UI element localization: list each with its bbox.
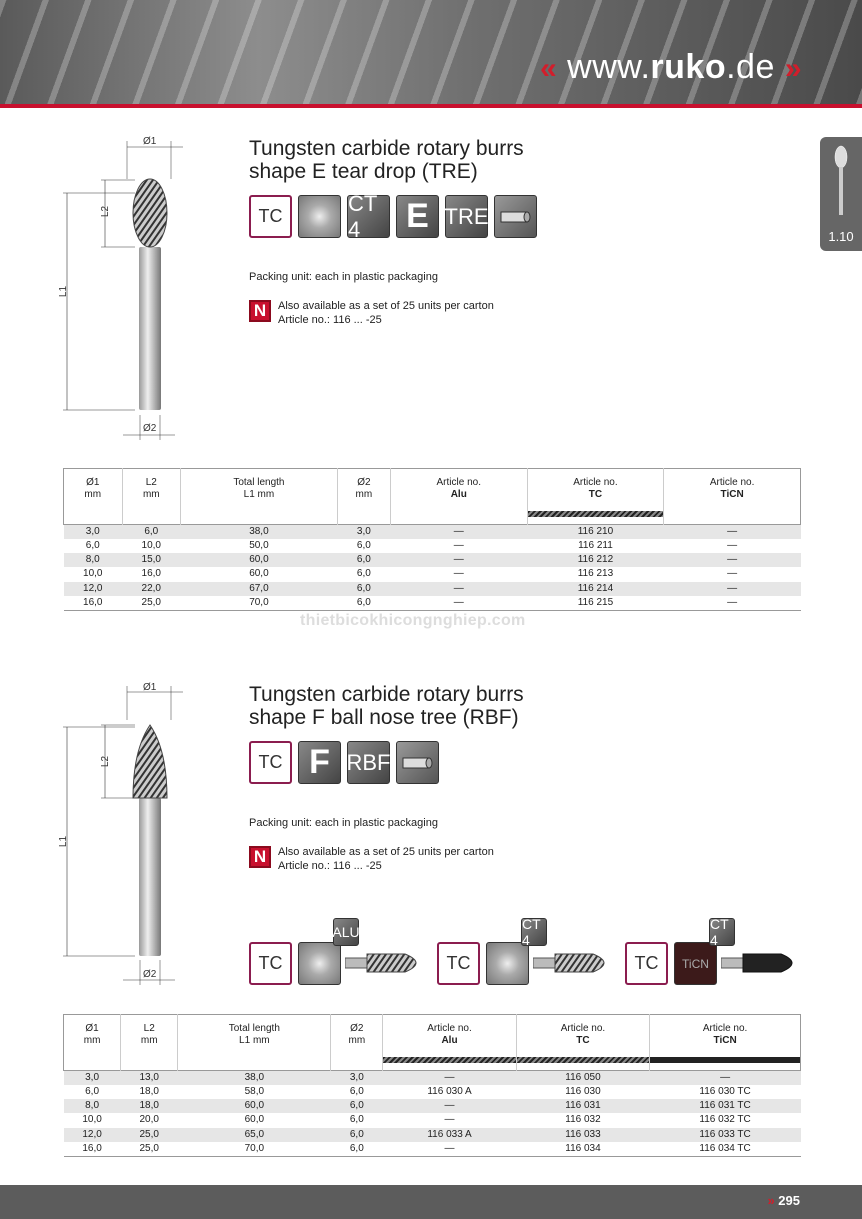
shank-icon — [494, 195, 537, 238]
cell: 6,0 — [356, 568, 371, 580]
cell: 3,0 — [356, 526, 371, 537]
col-header-total-length — [181, 469, 338, 525]
header-text: Ø1 — [86, 477, 100, 488]
header-unit: mm — [140, 1035, 158, 1046]
col-header-tc — [516, 1015, 649, 1071]
burr-e-drawing — [55, 135, 185, 440]
header-text: Article no. — [702, 1023, 748, 1034]
table-row — [64, 553, 801, 567]
dim-d1-label: Ø1 — [143, 682, 157, 693]
cell: 116 034 — [565, 1142, 601, 1154]
cell: 6,0 — [349, 1100, 364, 1112]
dim-l1-label: L1 — [58, 285, 70, 298]
cell: 6,0 — [85, 1086, 100, 1098]
cell: 16,0 — [141, 568, 161, 580]
header-text: Ø1 — [85, 1023, 99, 1034]
cell: 22,0 — [141, 582, 161, 594]
variant-ticn — [625, 918, 805, 984]
shape-code-icon: TRE — [445, 195, 488, 238]
header-unit: mm — [84, 489, 102, 500]
header-unit: TC — [588, 489, 603, 500]
url-suffix: .de — [726, 48, 775, 86]
header-text: Total length — [228, 1023, 280, 1034]
page-number — [767, 1193, 800, 1208]
shank-icon — [396, 741, 439, 784]
burr-thumbnail-icon — [834, 145, 848, 217]
cell: — — [453, 554, 464, 566]
cell: 60,0 — [244, 1100, 265, 1112]
cell: 6,0 — [356, 554, 371, 566]
cell: 10,0 — [141, 540, 161, 552]
cell: 65,0 — [244, 1128, 265, 1140]
tc-material-icon: TC — [249, 195, 292, 238]
tc-cut-bar-icon — [517, 1057, 649, 1063]
cut-type-icon: CT 4 — [347, 195, 390, 238]
header-unit: TiCN — [713, 1035, 737, 1046]
cell: 3,0 — [85, 1072, 100, 1083]
cell: — — [444, 1100, 455, 1112]
cell: 6,0 — [349, 1086, 364, 1098]
table-row — [64, 1071, 801, 1086]
surface-finish-icon — [486, 942, 529, 985]
cell: 16,0 — [82, 1142, 102, 1154]
cell: 8,0 — [85, 1100, 100, 1112]
cell: 116 033 — [565, 1128, 601, 1140]
product1-avail-line2: Article no.: 116 ... -25 — [278, 314, 382, 326]
cell: 116 211 — [578, 540, 613, 552]
cell: 116 214 — [577, 582, 614, 594]
cell: — — [720, 1072, 731, 1083]
cell: 6,0 — [349, 1142, 364, 1154]
table-row — [64, 1142, 801, 1157]
cell: 18,0 — [139, 1086, 159, 1098]
product1-title — [249, 137, 524, 183]
url-brand: ruko — [650, 48, 727, 86]
table-row — [64, 1085, 801, 1099]
col-header-d2 — [337, 469, 390, 525]
cell: 116 033 A — [427, 1128, 472, 1140]
cell: — — [727, 582, 738, 594]
header-divider — [0, 104, 862, 108]
dim-d2-label: Ø2 — [143, 423, 157, 434]
cell: 116 034 TC — [699, 1142, 751, 1154]
cell: — — [453, 596, 464, 608]
product1-icon-row — [249, 190, 537, 242]
header-text: Article no. — [427, 1023, 472, 1034]
table-header-row — [64, 1015, 801, 1071]
col-header-alu — [383, 1015, 516, 1071]
cell: 10,0 — [83, 568, 103, 580]
header-text: Article no. — [573, 477, 618, 488]
cell: 116 033 TC — [699, 1128, 751, 1140]
cell: 116 212 — [577, 554, 614, 566]
header-text: Ø2 — [350, 1023, 364, 1034]
tc-material-icon: TC — [249, 942, 292, 985]
cell: — — [727, 540, 738, 552]
cell: 6,0 — [85, 540, 100, 552]
header-text: Article no. — [560, 1023, 606, 1034]
header-unit: L1 mm — [239, 1035, 270, 1046]
alu-cut-bar-icon — [383, 1057, 515, 1063]
cell: — — [444, 1142, 455, 1154]
dim-l2-label: L2 — [100, 205, 112, 218]
product2-icon-row — [249, 741, 439, 784]
header-text: Article no. — [709, 477, 755, 488]
cell: 6,0 — [349, 1128, 364, 1140]
cell: 12,0 — [83, 582, 103, 594]
cell: 16,0 — [83, 596, 103, 608]
product1-spec-table — [63, 468, 801, 611]
ct4-tag-icon: CT 4 — [521, 918, 547, 946]
header-text: L2 — [143, 1023, 155, 1034]
tc-material-icon: TC — [625, 942, 668, 985]
cell: 116 030 — [565, 1086, 601, 1098]
cell: — — [727, 554, 738, 566]
dim-d2-label: Ø2 — [143, 969, 157, 980]
variant-alu — [249, 918, 429, 984]
cell: 116 030 TC — [699, 1086, 751, 1098]
cell: 38,0 — [249, 526, 269, 537]
col-header-ticn — [650, 1015, 801, 1071]
ticn-coating-icon: TiCN — [674, 942, 717, 985]
product1-availability — [249, 299, 494, 327]
ticn-cut-bar-icon — [650, 1057, 800, 1063]
cell: 25,0 — [139, 1128, 159, 1140]
product2-title-line1: Tungsten carbide rotary burrs — [249, 683, 524, 706]
cell: — — [444, 1114, 455, 1126]
table-header-row — [64, 469, 801, 525]
cell: 6,0 — [356, 596, 371, 608]
header-unit: Alu — [441, 1035, 458, 1046]
section-number: 1.10 — [828, 229, 854, 244]
cell: — — [453, 568, 464, 580]
cell: 116 032 — [565, 1114, 601, 1126]
cell: 3,0 — [85, 526, 100, 537]
page-number-value: 295 — [778, 1193, 800, 1208]
cell: 67,0 — [249, 582, 269, 594]
cell: — — [727, 568, 738, 580]
shape-e-icon: E — [396, 195, 439, 238]
header-unit: mm — [142, 489, 160, 500]
product2-packing-unit: Packing unit: each in plastic packaging — [249, 817, 438, 829]
rod-icon — [499, 207, 533, 227]
cell: 116 032 TC — [699, 1114, 751, 1126]
ct4-tag-icon: CT 4 — [709, 918, 735, 946]
header-text: Total length — [233, 477, 285, 488]
cell: 10,0 — [82, 1114, 102, 1126]
watermark: thietbicokhicongnghiep.com — [300, 612, 526, 629]
new-badge-icon: N — [249, 300, 271, 322]
chevron-left-icon: « — [540, 52, 558, 85]
cell: 116 031 TC — [699, 1100, 751, 1112]
cell: — — [453, 582, 464, 594]
cell: 25,0 — [139, 1142, 159, 1154]
url-prefix: www. — [567, 48, 651, 86]
cell: 6,0 — [356, 582, 371, 594]
header-unit: mm — [83, 1035, 101, 1046]
cell: 116 050 — [565, 1072, 601, 1083]
cell: 12,0 — [82, 1128, 102, 1140]
tc-material-icon: TC — [437, 942, 480, 985]
website-url[interactable] — [540, 48, 802, 87]
shape-code-icon: RBF — [347, 741, 390, 784]
burr-ticn-icon — [721, 950, 805, 976]
cell: 116 030 A — [427, 1086, 472, 1098]
variant-ct4 — [437, 918, 617, 984]
product1-title-line2: shape E tear drop (TRE) — [249, 160, 478, 183]
tc-material-icon: TC — [249, 741, 292, 784]
cell: 6,0 — [356, 540, 371, 552]
col-header-l2 — [122, 469, 181, 525]
table-row — [64, 1128, 801, 1142]
dim-d1-label: Ø1 — [143, 136, 157, 147]
rod-icon — [401, 753, 435, 773]
cell: 50,0 — [249, 540, 269, 552]
col-header-total-length — [178, 1015, 331, 1071]
header-unit: mm — [355, 489, 373, 500]
product2-spec-table — [63, 1014, 801, 1157]
dim-l1-label: L1 — [58, 835, 70, 848]
alu-tag-icon: ALU — [333, 918, 359, 946]
table-row — [64, 1113, 801, 1127]
chevron-right-icon: » — [767, 1193, 775, 1208]
product1-avail-line1: Also available as a set of 25 units per carton — [278, 300, 494, 312]
product2-avail-line2: Article no.: 116 ... -25 — [278, 860, 382, 872]
table-row — [64, 525, 801, 540]
table-row — [64, 596, 801, 611]
cell: 6,0 — [144, 526, 159, 537]
cell: — — [444, 1072, 455, 1083]
header-unit: TiCN — [720, 489, 744, 500]
cell: 58,0 — [244, 1086, 265, 1098]
header-unit: Alu — [450, 489, 467, 500]
product1-title-line1: Tungsten carbide rotary burrs — [249, 137, 524, 160]
dim-l2-label: L2 — [100, 755, 112, 768]
table-row — [64, 582, 801, 596]
cell: 60,0 — [249, 554, 269, 566]
cell: 70,0 — [249, 596, 269, 608]
cell: 70,0 — [244, 1142, 265, 1154]
burr-f-drawing — [55, 680, 185, 985]
table-row — [64, 567, 801, 581]
chevron-right-icon: » — [784, 52, 802, 85]
cell: 8,0 — [85, 554, 100, 566]
burr-ct4-icon — [533, 950, 617, 976]
product2-title-line2: shape F ball nose tree (RBF) — [249, 706, 519, 729]
cell: — — [453, 540, 464, 552]
header-text: Ø2 — [357, 477, 371, 488]
header-banner — [0, 0, 862, 104]
header-unit: TC — [576, 1035, 590, 1046]
cell: 116 210 — [577, 526, 614, 537]
surface-finish-icon — [298, 942, 341, 985]
col-header-d1 — [64, 1015, 121, 1071]
burr-alu-icon — [345, 950, 429, 976]
cell: 38,0 — [244, 1072, 265, 1083]
col-header-l2 — [121, 1015, 178, 1071]
header-unit: mm — [348, 1035, 366, 1046]
cell: 20,0 — [139, 1114, 159, 1126]
tc-cut-bar-icon — [528, 511, 664, 517]
table-row — [64, 539, 801, 553]
cell: 116 031 — [565, 1100, 601, 1112]
cell: — — [453, 526, 464, 537]
product2-availability — [249, 845, 494, 873]
header-unit: L1 mm — [243, 489, 275, 500]
shape-f-icon: F — [298, 741, 341, 784]
table-row — [64, 1099, 801, 1113]
cell: 3,0 — [349, 1072, 364, 1083]
section-tab[interactable] — [820, 137, 862, 251]
cell: 116 213 — [577, 568, 614, 580]
new-badge-icon: N — [249, 846, 271, 868]
col-header-d2 — [331, 1015, 383, 1071]
cell: 13,0 — [139, 1072, 159, 1083]
col-header-ticn — [664, 469, 801, 525]
product2-title — [249, 683, 524, 729]
cell: — — [727, 596, 738, 608]
cell: 25,0 — [141, 596, 161, 608]
cell: 60,0 — [244, 1114, 265, 1126]
cell: 60,0 — [249, 568, 269, 580]
cell: 116 215 — [577, 596, 614, 608]
cell: 15,0 — [141, 554, 161, 566]
footer-bar — [0, 1185, 862, 1219]
cell: 18,0 — [139, 1100, 159, 1112]
cell: — — [727, 526, 738, 537]
product1-packing-unit: Packing unit: each in plastic packaging — [249, 271, 438, 283]
surface-finish-icon — [298, 195, 341, 238]
cell: 6,0 — [349, 1114, 364, 1126]
product2-avail-line1: Also available as a set of 25 units per carton — [278, 846, 494, 858]
header-text: L2 — [145, 477, 157, 488]
col-header-tc — [527, 469, 664, 525]
col-header-d1 — [64, 469, 123, 525]
col-header-alu — [390, 469, 527, 525]
header-text: Article no. — [436, 477, 481, 488]
